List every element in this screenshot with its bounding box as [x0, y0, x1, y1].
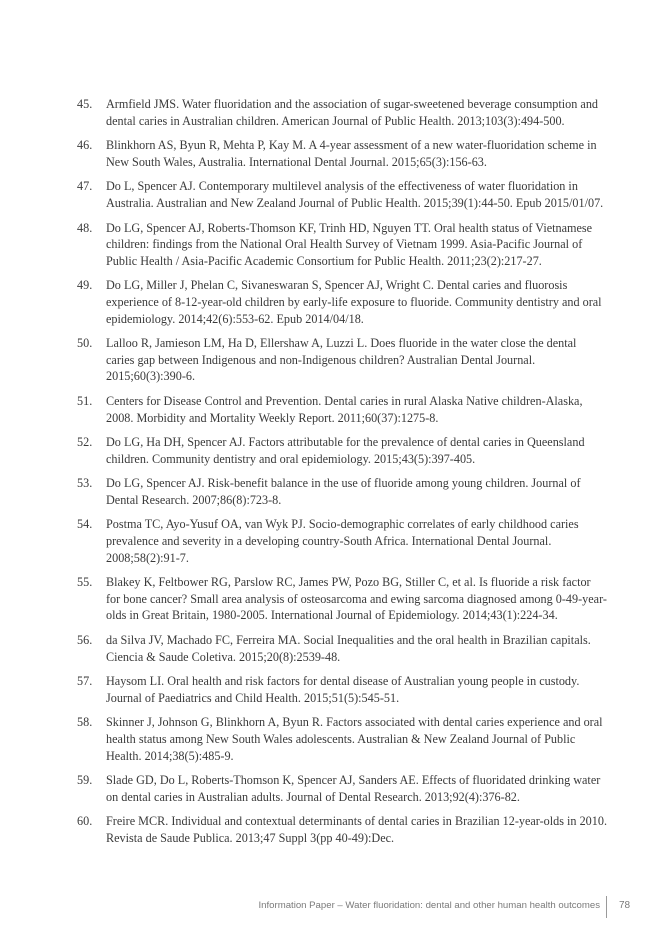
reference-item — [77, 220, 607, 270]
reference-number: 48. — [77, 220, 93, 235]
reference-number: 49. — [77, 278, 93, 293]
reference-item — [77, 393, 607, 426]
reference-number: 59. — [77, 773, 93, 788]
reference-item — [77, 335, 607, 385]
reference-text: Freire MCR. Individual and contextual determinants of dental caries in Brazilian 12-year-olds in 2010. Revista de Saude Publica. 2013;47 Suppl 3(pp 40-49):Dec. — [106, 814, 607, 845]
reference-item — [77, 96, 607, 129]
reference-number: 51. — [77, 393, 93, 408]
reference-text: Do LG, Spencer AJ. Risk-benefit balance in the use of fluoride among young children. Journal of Dental Research. 2007;86(8):723-8. — [106, 476, 581, 507]
reference-number: 56. — [77, 633, 93, 648]
reference-item — [77, 475, 607, 508]
reference-text: Haysom LI. Oral health and risk factors for dental disease of Australian young people in custody. Journal of Paediatrics and Child Health. 2015;51(5):545-51. — [106, 674, 580, 705]
reference-text: Postma TC, Ayo-Yusuf OA, van Wyk PJ. Socio-demographic correlates of early childhood caries prevalence and severity in a developing country-South Africa. International Dental Journal. 2008;58(2):91-7. — [106, 517, 579, 565]
footer-title: Information Paper – Water fluoridation: dental and other human health outcomes — [258, 900, 600, 911]
reference-number: 55. — [77, 575, 93, 590]
reference-text: Armfield JMS. Water fluoridation and the association of sugar-sweetened beverage consumption and dental caries in Australian children. American Journal of Public Health. 2013;103(3):494-500. — [106, 97, 599, 128]
reference-text: Do LG, Spencer AJ, Roberts-Thomson KF, Trinh HD, Nguyen TT. Oral health status of Vietnamese children: findings from the National Oral Health Survey of Vietnam 1999. Asia-Pacific Journal of Public Health / Asia-Pacific Academic Consortium for Public Health. 2011;23(2):217-27. — [106, 220, 593, 268]
reference-list — [77, 96, 607, 847]
reference-item — [77, 772, 607, 805]
reference-text: Do L, Spencer AJ. Contemporary multilevel analysis of the effectiveness of water fluoridation in Australia. Australian and New Zealand Journal of Public Health. 2015;39(1):44-50. Epub 2015/01/07. — [106, 179, 604, 210]
reference-item — [77, 714, 607, 764]
reference-text: Do LG, Ha DH, Spencer AJ. Factors attributable for the prevalence of dental caries in Queensland children. Community dentistry and oral epidemiology. 2015;43(5):397-405. — [106, 435, 585, 466]
reference-text: Blinkhorn AS, Byun R, Mehta P, Kay M. A 4-year assessment of a new water-fluoridation scheme in New South Wales, Australia. International Dental Journal. 2015;65(3):156-63. — [106, 138, 597, 169]
reference-number: 50. — [77, 336, 93, 351]
reference-item — [77, 277, 607, 327]
reference-number: 60. — [77, 814, 93, 829]
reference-item — [77, 574, 607, 624]
reference-number: 45. — [77, 97, 93, 111]
reference-item — [77, 632, 607, 665]
reference-text: Slade GD, Do L, Roberts-Thomson K, Spencer AJ, Sanders AE. Effects of fluoridated drinking water on dental caries in Australian adults. Journal of Dental Research. 2013;92(4):376-82. — [106, 773, 601, 804]
reference-text: Skinner J, Johnson G, Blinkhorn A, Byun R. Factors associated with dental caries experience and oral health status among New South Wales adolescents. Australian & New Zealand Journal of Public Health. 2014;38(5):485-9. — [106, 715, 603, 763]
reference-item — [77, 673, 607, 706]
page-footer — [0, 896, 662, 918]
reference-item — [77, 178, 607, 211]
reference-number: 54. — [77, 517, 93, 532]
reference-text: Centers for Disease Control and Prevention. Dental caries in rural Alaska Native children-Alaska, 2008. Morbidity and Mortality Weekly Report. 2011;60(37):1275-8. — [106, 393, 583, 425]
reference-text: Lalloo R, Jamieson LM, Ha D, Ellershaw A, Luzzi L. Does fluoride in the water close the dental caries gap between Indigenous and non-Indigenous children? Australian Dental Journal. 2015;60(3):390-6. — [106, 336, 577, 384]
footer-divider — [606, 896, 607, 918]
reference-text: Blakey K, Feltbower RG, Parslow RC, James PW, Pozo BG, Stiller C, et al. Is fluoride a risk factor for bone cancer? Small area analysis of osteosarcoma and ewing sarcoma diagnosed among 0-49-year-olds in Great Britain, 1980-2005. International Journal of Epidemiology. 2014;43(1):224-34. — [106, 575, 607, 623]
reference-number: 58. — [77, 715, 93, 730]
reference-item — [77, 516, 607, 566]
reference-item — [77, 137, 607, 170]
reference-number: 46. — [77, 138, 93, 153]
reference-number: 47. — [77, 179, 93, 194]
reference-text: da Silva JV, Machado FC, Ferreira MA. Social Inequalities and the oral health in Brazilian capitals. Ciencia & Saude Coletiva. 2015;20(8):2539-48. — [106, 633, 591, 664]
reference-item — [77, 813, 607, 846]
reference-text: Do LG, Miller J, Phelan C, Sivaneswaran S, Spencer AJ, Wright C. Dental caries and fluorosis experience of 8-12-year-old children by early-life exposure to fluoride. Community dentistry and oral epidemiology. 2014;42(6):553-62. Epub 2014/04/18. — [106, 278, 602, 326]
page-number: 78 — [619, 900, 631, 911]
reference-number: 57. — [77, 674, 93, 689]
reference-number: 52. — [77, 435, 93, 450]
reference-number: 53. — [77, 476, 93, 491]
reference-item — [77, 434, 607, 467]
